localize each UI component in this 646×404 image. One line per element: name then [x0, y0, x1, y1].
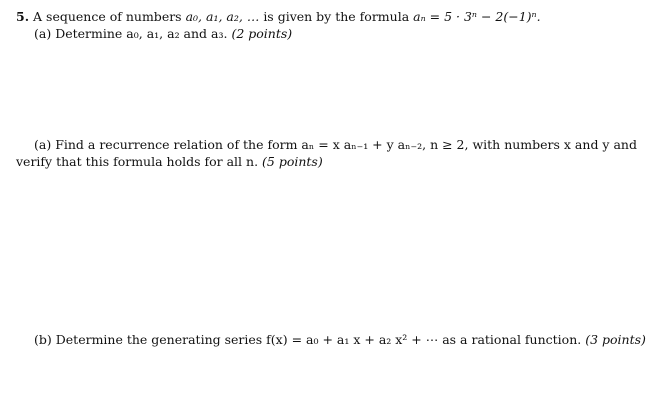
sequence-list: a₀, a₁, a₂, …	[185, 9, 260, 24]
part-a2-line1	[34, 138, 637, 152]
part-b-points: (3 points)	[585, 332, 646, 347]
part-a1-text: Determine a₀, a₁, a₂ and a₃.	[55, 26, 228, 41]
problem-intro: A sequence of numbers	[33, 9, 182, 24]
problem-given-text: is given by the formula	[263, 9, 410, 24]
part-a2-text-line1: Find a recurrence relation of the form aₙ = x aₙ₋₁ + y aₙ₋₂, n ≥ 2, with numbers x and y and	[55, 137, 637, 152]
part-b	[34, 333, 646, 347]
problem-number: 5.	[16, 9, 30, 24]
part-a1	[34, 27, 292, 41]
part-a2-label: (a)	[34, 137, 52, 152]
part-b-text: Determine the generating series f(x) = a₀ + a₁ x + a₂ x² + ⋯ as a rational function.	[55, 332, 582, 347]
part-a2-line2	[16, 155, 323, 169]
part-a1-points: (2 points)	[231, 26, 293, 41]
part-a2-points: (5 points)	[262, 154, 323, 169]
part-a2-text-line2: verify that this formula holds for all n.	[16, 154, 259, 169]
part-b-label: (b)	[34, 332, 52, 347]
problem-statement	[16, 10, 541, 24]
part-a1-label: (a)	[34, 26, 52, 41]
sequence-formula: aₙ = 5 · 3ⁿ − 2(−1)ⁿ.	[413, 9, 541, 24]
